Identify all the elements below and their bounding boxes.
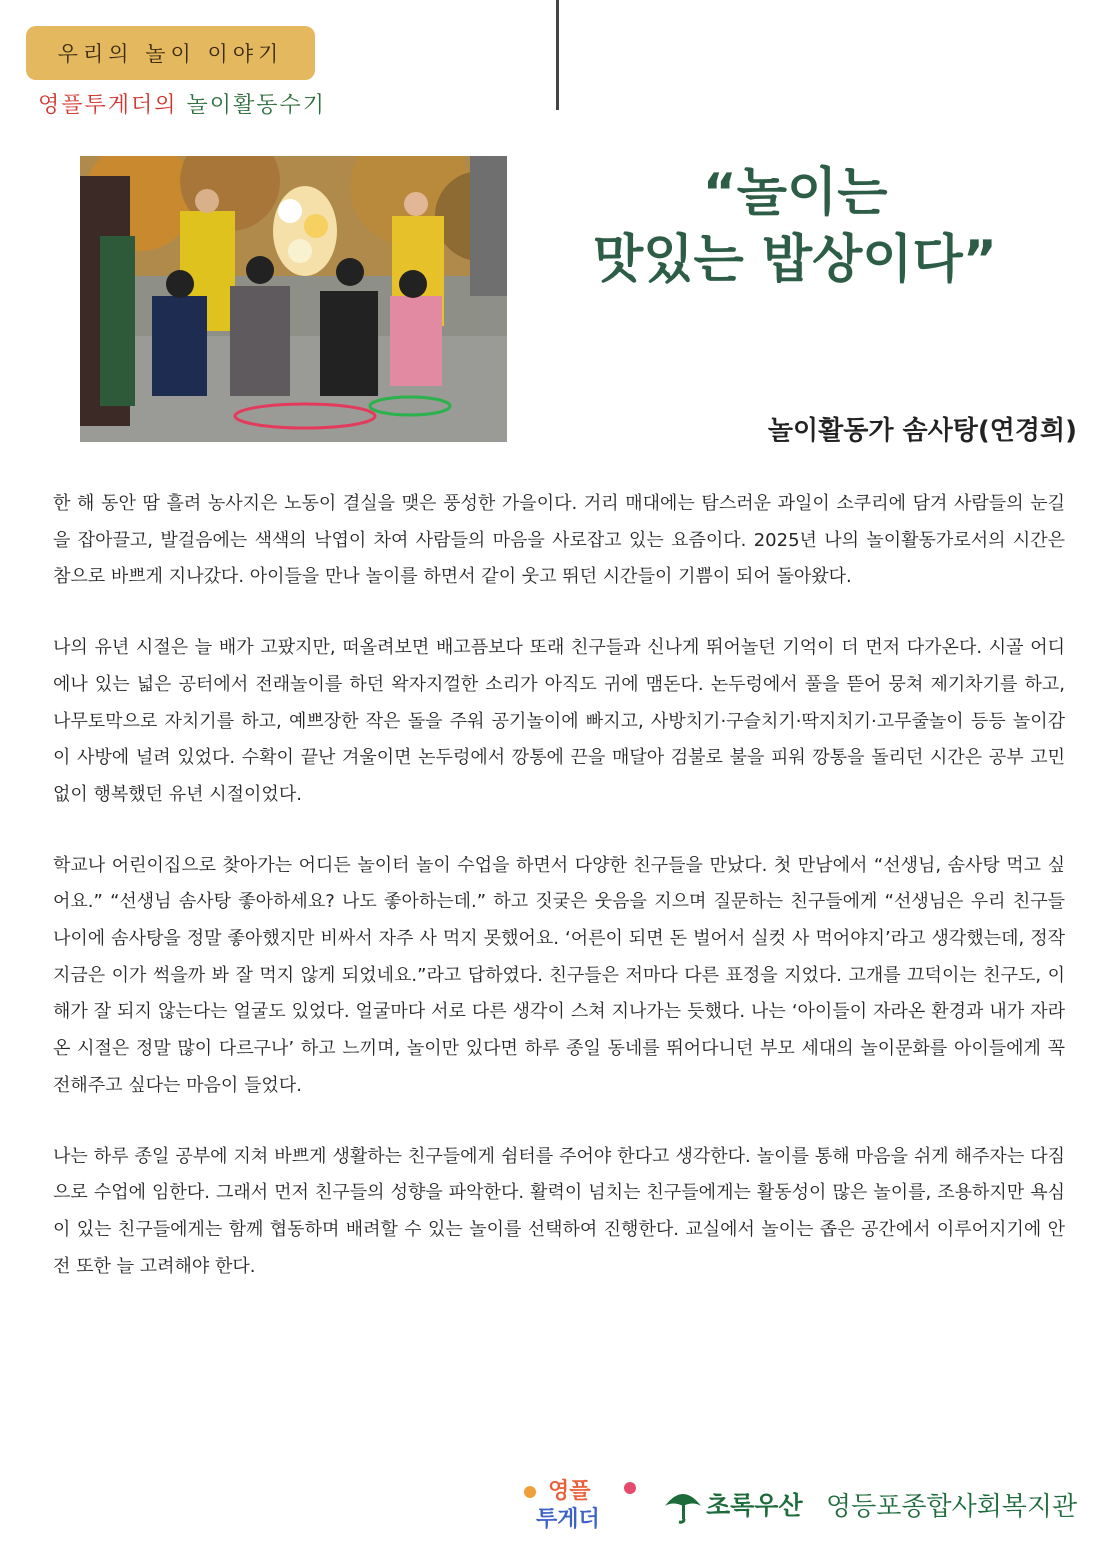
article-title xyxy=(555,160,1035,293)
agency-name: 영등포종합사회복지관 xyxy=(826,1492,1078,1522)
subtitle-part-1: 영플투게더의 xyxy=(38,93,178,118)
title-line-2: 맛있는 밥상이다” xyxy=(593,229,997,290)
section-badge: 우리의 놀이 이야기 xyxy=(26,26,315,80)
logo-line-2: 투게더 xyxy=(536,1507,600,1532)
green-umbrella-icon xyxy=(663,1488,703,1524)
article-body xyxy=(53,486,1065,1319)
activity-photo xyxy=(80,156,507,442)
paragraph: 학교나 어린이집으로 찾아가는 어디든 놀이터 놀이 수업을 하면서 다양한 친구들을 만났다. 첫 만남에서 “선생님, 솜사탕 먹고 싶어요.” “선생님 솜사탕 좋아하세요? 나도 좋아하는데.” 하고 짓궂은 웃음을 지으며 질문하는 친구들에게 “선생님은 우리 친구들 나이에 솜사탕을 정말 좋아했지만 비싸서 자주 사 먹지 못했어요. ‘어른이 되면 돈 벌어서 실컷 사 먹어야지’라고 생각했는데, 정작 지금은 이가 썩을까 봐 잘 먹지 않게 되었네요.”라고 답하였다. 친구들은 저마다 다른 표정을 지었다. 고개를 끄덕이는 친구도, 이해가 잘 되지 않는다는 얼굴도 있었다. 얼굴마다 서로 다른 생각이 스쳐 지나가는 듯했다. 나는 ‘아이들이 자라온 환경과 내가 자라온 시절은 정말 많이 다르구나’ 하고 느끼며, 놀이만 있다면 하루 종일 동네를 뛰어다니던 부모 세대의 놀이문화를 아이들에게 꼭 전해주고 싶다는 마음이 들었다. xyxy=(53,854,1065,1096)
footer-logos xyxy=(518,1470,1098,1540)
paragraph: 한 해 동안 땀 흘려 농사지은 노동이 결실을 맺은 풍성한 가을이다. 거리 매대에는 탐스러운 과일이 소쿠리에 담겨 사람들의 눈길을 잡아끌고, 발걸음에는 색색의 낙엽이 차여 사람들의 마음을 사로잡고 있는 요즘이다. 2025년 나의 놀이활동가로서의 시간은 참으로 바쁘게 지나갔다. 아이들을 만나 놀이를 하면서 같이 웃고 뛰던 시간들이 기쁨이 되어 돌아왔다. xyxy=(53,493,1065,588)
logo-line-1: 영플 xyxy=(548,1479,591,1504)
partner-name: 초록우산 xyxy=(706,1491,803,1520)
author-byline: 놀이활동가 솜사탕(연경희) xyxy=(767,416,1077,446)
header-divider xyxy=(556,0,559,110)
title-line-1: “놀이는 xyxy=(702,163,888,223)
section-subtitle xyxy=(38,88,326,119)
paragraph: 나의 유년 시절은 늘 배가 고팠지만, 떠올려보면 배고픔보다 또래 친구들과 신나게 뛰어놀던 기억이 더 먼저 다가온다. 시골 어디에나 있는 넓은 공터에서 전래놀이를 하던 왁자지껄한 소리가 아직도 귀에 맴돈다. 논두렁에서 풀을 뜯어 뭉쳐 제기차기를 하고, 나무토막으로 자치기를 하고, 예쁘장한 작은 돌을 주워 공기놀이에 빠지고, 사방치기·구슬치기·딱지치기·고무줄놀이 등등 놀이감이 사방에 널려 있었다. 수확이 끝난 겨울이면 논두렁에서 깡통에 끈을 매달아 검불로 불을 피워 깡통을 돌리던 시간은 공부 고민 없이 행복했던 유년 시절이었다. xyxy=(53,637,1065,805)
subtitle-part-2: 놀이활동수기 xyxy=(186,93,327,118)
paragraph: 나는 하루 종일 공부에 지쳐 바쁘게 생활하는 친구들에게 쉼터를 주어야 한다고 생각한다. 놀이를 통해 마음을 쉬게 해주자는 다짐으로 수업에 임한다. 그래서 먼저 친구들의 성향을 파악한다. 활력이 넘치는 친구들에게는 활동성이 많은 놀이를, 조용하지만 욕심이 있는 친구들에게는 함께 협동하며 배려할 수 있는 놀이를 선택하여 진행한다. 교실에서 놀이는 좁은 공간에서 이루어지기에 안전 또한 늘 고려해야 한다. xyxy=(53,1145,1065,1277)
young-together-logo xyxy=(518,1470,648,1540)
